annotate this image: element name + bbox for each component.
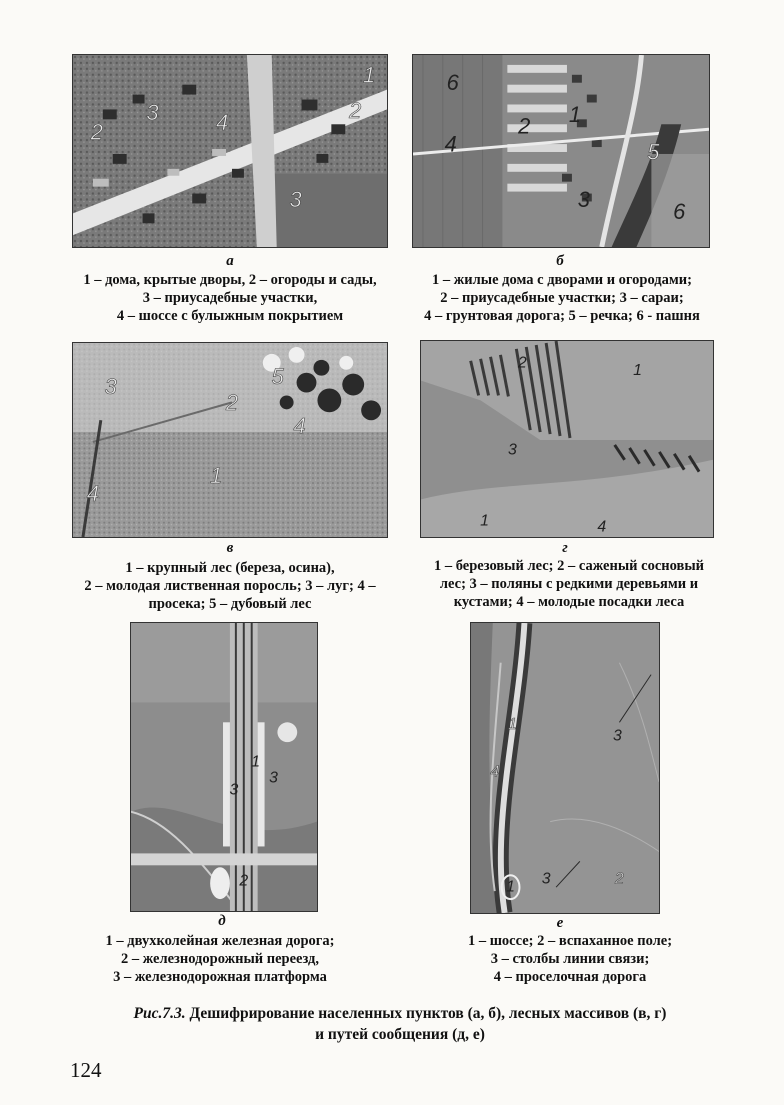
caption-v-line-2: 2 – молодая лиственная поросль; 3 – луг; 4 – <box>84 578 376 594</box>
panel-letter-b: б <box>556 253 564 269</box>
marker-v-4a: 4 <box>293 413 306 439</box>
marker-b-1: 1 <box>568 101 581 127</box>
figure-caption-line-1 <box>80 1003 720 1024</box>
marker-b-6b: 6 <box>673 198 686 224</box>
marker-a-3a: 3 <box>146 99 159 125</box>
caption-g-line-2: лес; 3 – поляны с редкими деревьями и <box>439 576 699 592</box>
caption-d-line-2: 2 – железнодорожный переезд, <box>120 951 320 967</box>
marker-b-6a: 6 <box>446 70 459 96</box>
caption-a-line-1: 1 – дома, крытые дворы, 2 – огороды и сады, <box>83 272 377 288</box>
caption-g-line-1: 1 – березовый лес; 2 – саженый сосновый <box>433 558 705 574</box>
panel-caption-e <box>420 932 720 986</box>
caption-a-line-3: 4 – шоссе с булыжным покрытием <box>116 308 344 324</box>
panel-caption-v <box>62 559 398 613</box>
caption-d-line-3: 3 – железнодорожная платформа <box>113 969 327 985</box>
panel-letter-v: в <box>226 540 234 556</box>
marker-a-2b: 2 <box>349 97 362 123</box>
marker-b-3: 3 <box>577 187 590 212</box>
caption-e-line-1: 1 – шоссе; 2 – вспаханное поле; <box>467 933 673 949</box>
photo-v <box>72 342 388 538</box>
marker-d-2: 2 <box>239 872 249 890</box>
photo-d <box>130 622 318 912</box>
marker-e-4: 4 <box>490 763 500 781</box>
caption-v-line-1: 1 – крупный лес (береза, осина), <box>125 560 335 576</box>
photo-b <box>412 54 710 248</box>
panel-caption-b <box>404 271 720 325</box>
marker-a-3b: 3 <box>289 187 302 212</box>
caption-e-line-3: 4 – проселочная дорога <box>493 969 647 985</box>
panel-letter-d: д <box>218 913 226 929</box>
marker-v-3: 3 <box>104 374 117 400</box>
marker-g-3: 3 <box>507 441 517 459</box>
marker-a-4: 4 <box>215 109 229 135</box>
marker-v-4b: 4 <box>86 480 99 506</box>
marker-g-1a: 1 <box>633 362 642 380</box>
photo-g <box>420 340 714 538</box>
panel-caption-g <box>404 557 734 611</box>
marker-d-3b: 3 <box>269 769 278 787</box>
caption-a-line-2: 3 – приусадебные участки, <box>142 290 318 306</box>
page-number: 124 <box>70 1058 102 1082</box>
marker-e-1a: 1 <box>508 715 517 733</box>
marker-v-5: 5 <box>271 364 284 390</box>
marker-e-2: 2 <box>615 870 624 888</box>
caption-g-line-3: кустами; 4 – молодые посадки леса <box>453 594 685 610</box>
marker-a-1: 1 <box>363 62 376 88</box>
marker-e-1b: 1 <box>506 878 515 896</box>
panel-caption-d <box>70 932 370 986</box>
marker-b-5: 5 <box>647 139 660 165</box>
marker-d-1: 1 <box>251 753 261 771</box>
marker-e-3b: 3 <box>541 870 551 888</box>
marker-v-1: 1 <box>210 463 223 489</box>
caption-b-line-1: 1 – жилые дома с дворами и огородами; <box>432 272 692 288</box>
figure-caption-text-1: Дешифрирование населенных пунктов (а, б), лесных массивов (в, г) <box>189 1005 667 1022</box>
caption-e-line-2: 3 – столбы линии связи; <box>490 951 650 967</box>
figure-caption-text-2: и путей сообщения (д, е) <box>315 1026 485 1043</box>
marker-d-3a: 3 <box>229 781 239 799</box>
panel-caption-a <box>62 271 398 325</box>
panel-letter-a: а <box>226 253 234 269</box>
marker-v-2: 2 <box>225 389 239 415</box>
caption-b-line-2: 2 – приусадебные участки; 3 – сараи; <box>440 290 684 306</box>
marker-g-2: 2 <box>517 354 527 372</box>
marker-b-4: 4 <box>444 131 457 157</box>
marker-g-4: 4 <box>597 518 607 536</box>
caption-v-line-3: просека; 5 – дубовый лес <box>148 596 312 612</box>
marker-b-2: 2 <box>518 113 531 139</box>
panel-letter-g: г <box>562 540 568 556</box>
figure-caption <box>80 1003 720 1045</box>
caption-b-line-3: 4 – грунтовая дорога; 5 – речка; 6 - пашня <box>424 308 700 324</box>
caption-d-line-1: 1 – двухколейная железная дорога; <box>105 933 335 949</box>
marker-a-2a: 2 <box>90 119 103 145</box>
panel-letter-e: е <box>556 915 564 931</box>
photo-e <box>470 622 660 914</box>
marker-g-1b: 1 <box>480 512 489 530</box>
figure-number: Рис.7.3. <box>133 1005 186 1022</box>
marker-e-3a: 3 <box>613 727 622 745</box>
photo-a <box>72 54 388 248</box>
